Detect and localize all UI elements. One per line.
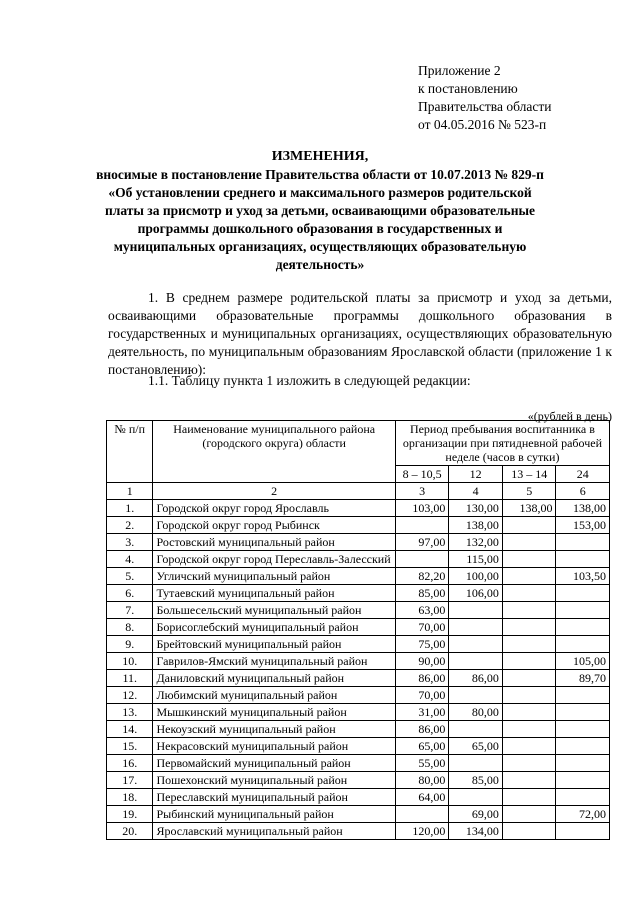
row-value-cell — [556, 789, 610, 806]
row-name-cell: Даниловский муниципальный район — [153, 670, 395, 687]
row-number-cell: 16. — [107, 755, 153, 772]
row-name-cell: Угличский муниципальный район — [153, 568, 395, 585]
row-number-cell: 9. — [107, 636, 153, 653]
row-value-cell — [502, 721, 556, 738]
row-value-cell — [395, 517, 449, 534]
row-value-cell — [556, 534, 610, 551]
document-title — [96, 148, 544, 274]
row-value-cell — [556, 738, 610, 755]
row-number-cell: 7. — [107, 602, 153, 619]
appendix-line: от 04.05.2016 № 523-п — [418, 117, 547, 132]
row-name-cell: Городской округ город Рыбинск — [153, 517, 395, 534]
row-name-cell: Брейтовский муниципальный район — [153, 636, 395, 653]
row-name-cell: Гаврилов-Ямский муниципальный район — [153, 653, 395, 670]
index-cell: 1 — [107, 483, 153, 500]
row-name-cell: Рыбинский муниципальный район — [153, 806, 395, 823]
row-value-cell — [502, 551, 556, 568]
table-row — [107, 738, 610, 755]
index-cell: 6 — [556, 483, 610, 500]
row-value-cell — [449, 687, 503, 704]
row-value-cell — [556, 636, 610, 653]
row-value-cell — [502, 670, 556, 687]
row-value-cell: 120,00 — [395, 823, 449, 840]
table-row — [107, 806, 610, 823]
header-sub: 13 – 14 — [502, 466, 556, 483]
row-name-cell: Пошехонский муниципальный район — [153, 772, 395, 789]
index-row — [107, 483, 610, 500]
table-row — [107, 636, 610, 653]
row-value-cell: 138,00 — [556, 500, 610, 517]
row-value-cell: 75,00 — [395, 636, 449, 653]
row-value-cell: 65,00 — [449, 738, 503, 755]
row-value-cell: 86,00 — [449, 670, 503, 687]
row-value-cell — [556, 721, 610, 738]
row-value-cell — [395, 806, 449, 823]
table-unit-note: «(рублей в день) — [527, 409, 612, 423]
row-value-cell — [502, 602, 556, 619]
title-heading: ИЗМЕНЕНИЯ, — [271, 149, 369, 164]
row-name-cell: Первомайский муниципальный район — [153, 755, 395, 772]
index-cell: 3 — [395, 483, 449, 500]
row-value-cell — [502, 738, 556, 755]
row-number-cell: 17. — [107, 772, 153, 789]
row-value-cell: 85,00 — [395, 585, 449, 602]
header-sub: 24 — [556, 466, 610, 483]
row-name-cell: Борисоглебский муниципальный район — [153, 619, 395, 636]
row-value-cell — [502, 704, 556, 721]
row-number-cell: 19. — [107, 806, 153, 823]
row-value-cell: 63,00 — [395, 602, 449, 619]
table-row — [107, 602, 610, 619]
row-number-cell: 15. — [107, 738, 153, 755]
header-name: Наименование муниципального района (городского округа) области — [153, 421, 395, 483]
header-sub: 8 – 10,5 — [395, 466, 449, 483]
row-value-cell — [502, 568, 556, 585]
row-number-cell: 14. — [107, 721, 153, 738]
row-name-cell: Тутаевский муниципальный район — [153, 585, 395, 602]
row-value-cell: 97,00 — [395, 534, 449, 551]
row-value-cell — [502, 619, 556, 636]
row-number-cell: 11. — [107, 670, 153, 687]
row-name-cell: Мышкинский муниципальный район — [153, 704, 395, 721]
row-name-cell: Любимский муниципальный район — [153, 687, 395, 704]
row-value-cell — [556, 602, 610, 619]
row-number-cell: 4. — [107, 551, 153, 568]
row-value-cell: 69,00 — [449, 806, 503, 823]
row-value-cell — [556, 772, 610, 789]
appendix-line: Правительства области — [418, 99, 552, 114]
row-value-cell — [449, 653, 503, 670]
row-number-cell: 18. — [107, 789, 153, 806]
row-value-cell: 80,00 — [395, 772, 449, 789]
row-value-cell: 115,00 — [449, 551, 503, 568]
row-name-cell: Большесельский муниципальный район — [153, 602, 395, 619]
row-value-cell: 55,00 — [395, 755, 449, 772]
row-value-cell: 72,00 — [556, 806, 610, 823]
row-value-cell — [449, 619, 503, 636]
row-value-cell — [502, 636, 556, 653]
table-row — [107, 823, 610, 840]
row-name-cell: Городской округ город Переславль-Залесский — [153, 551, 395, 568]
index-cell: 2 — [153, 483, 395, 500]
index-cell: 4 — [449, 483, 503, 500]
row-value-cell — [502, 517, 556, 534]
row-value-cell: 65,00 — [395, 738, 449, 755]
row-value-cell — [502, 806, 556, 823]
row-value-cell: 70,00 — [395, 687, 449, 704]
row-value-cell — [449, 721, 503, 738]
row-value-cell: 138,00 — [502, 500, 556, 517]
table-row — [107, 755, 610, 772]
row-value-cell — [502, 585, 556, 602]
paragraph-1: 1. В среднем размере родительской платы за присмотр и уход за детьми, осваивающими образовательные программы дошкольного образования в государственных и муниципальных организациях, осуществляющих образовательную деятельность, по муниципальным образованиям Ярославской области (приложение 1 к постановлению): — [108, 290, 612, 377]
row-value-cell — [556, 551, 610, 568]
row-value-cell — [502, 789, 556, 806]
row-value-cell — [502, 772, 556, 789]
row-value-cell: 103,00 — [395, 500, 449, 517]
row-value-cell: 31,00 — [395, 704, 449, 721]
title-body: вносимые в постановление Правительства области от 10.07.2013 № 829-п «Об установлении среднего и максимального размеров родительской платы за присмотр и уход за детьми, осваивающими образовательные программы дошкольного образования в государственных и муниципальных организациях, осуществляющих образовательную деятельность» — [96, 167, 544, 272]
row-value-cell — [556, 823, 610, 840]
row-value-cell: 138,00 — [449, 517, 503, 534]
row-number-cell: 2. — [107, 517, 153, 534]
table-row — [107, 704, 610, 721]
table-row — [107, 585, 610, 602]
appendix-line: к постановлению — [418, 81, 518, 96]
row-value-cell — [395, 551, 449, 568]
row-value-cell: 130,00 — [449, 500, 503, 517]
header-num: № п/п — [107, 421, 153, 483]
row-name-cell: Переславский муниципальный район — [153, 789, 395, 806]
row-value-cell: 103,50 — [556, 568, 610, 585]
row-value-cell: 106,00 — [449, 585, 503, 602]
row-value-cell — [556, 687, 610, 704]
row-value-cell — [502, 687, 556, 704]
row-number-cell: 3. — [107, 534, 153, 551]
row-value-cell — [449, 789, 503, 806]
table-row — [107, 551, 610, 568]
paragraph-1-1: 1.1. Таблицу пункта 1 изложить в следующей редакции: — [148, 373, 471, 388]
row-number-cell: 10. — [107, 653, 153, 670]
row-number-cell: 20. — [107, 823, 153, 840]
row-value-cell — [502, 755, 556, 772]
row-value-cell: 134,00 — [449, 823, 503, 840]
table-row — [107, 670, 610, 687]
row-value-cell: 82,20 — [395, 568, 449, 585]
fee-table — [106, 420, 610, 840]
table-row — [107, 687, 610, 704]
row-value-cell: 105,00 — [556, 653, 610, 670]
row-number-cell: 8. — [107, 619, 153, 636]
row-value-cell — [502, 653, 556, 670]
row-value-cell: 86,00 — [395, 670, 449, 687]
row-value-cell — [449, 755, 503, 772]
table-row — [107, 568, 610, 585]
index-cell: 5 — [502, 483, 556, 500]
row-name-cell: Ростовский муниципальный район — [153, 534, 395, 551]
row-value-cell — [556, 619, 610, 636]
table-row — [107, 653, 610, 670]
row-value-cell: 90,00 — [395, 653, 449, 670]
row-name-cell: Ярославский муниципальный район — [153, 823, 395, 840]
row-value-cell — [502, 823, 556, 840]
row-name-cell: Городской округ город Ярославль — [153, 500, 395, 517]
row-value-cell: 100,00 — [449, 568, 503, 585]
table-row — [107, 789, 610, 806]
row-value-cell: 85,00 — [449, 772, 503, 789]
row-name-cell: Некрасовский муниципальный район — [153, 738, 395, 755]
row-number-cell: 1. — [107, 500, 153, 517]
row-value-cell — [556, 704, 610, 721]
table-row — [107, 517, 610, 534]
row-value-cell — [556, 585, 610, 602]
table-row — [107, 772, 610, 789]
row-value-cell: 153,00 — [556, 517, 610, 534]
row-value-cell — [449, 636, 503, 653]
appendix-line: Приложение 2 — [418, 63, 501, 78]
header-sub: 12 — [449, 466, 503, 483]
row-number-cell: 6. — [107, 585, 153, 602]
table-row — [107, 500, 610, 517]
table-row — [107, 721, 610, 738]
row-value-cell — [502, 534, 556, 551]
row-value-cell: 86,00 — [395, 721, 449, 738]
row-value-cell: 70,00 — [395, 619, 449, 636]
row-value-cell: 89,70 — [556, 670, 610, 687]
row-number-cell: 12. — [107, 687, 153, 704]
appendix-block — [418, 62, 618, 134]
row-value-cell: 64,00 — [395, 789, 449, 806]
header-period: Период пребывания воспитанника в организации при пятидневной рабочей неделе (часов в сутки) — [395, 421, 609, 466]
row-number-cell: 5. — [107, 568, 153, 585]
row-value-cell: 80,00 — [449, 704, 503, 721]
row-value-cell — [449, 602, 503, 619]
row-value-cell: 132,00 — [449, 534, 503, 551]
table-row — [107, 534, 610, 551]
row-value-cell — [556, 755, 610, 772]
row-name-cell: Некоузский муниципальный район — [153, 721, 395, 738]
row-number-cell: 13. — [107, 704, 153, 721]
table-row — [107, 619, 610, 636]
